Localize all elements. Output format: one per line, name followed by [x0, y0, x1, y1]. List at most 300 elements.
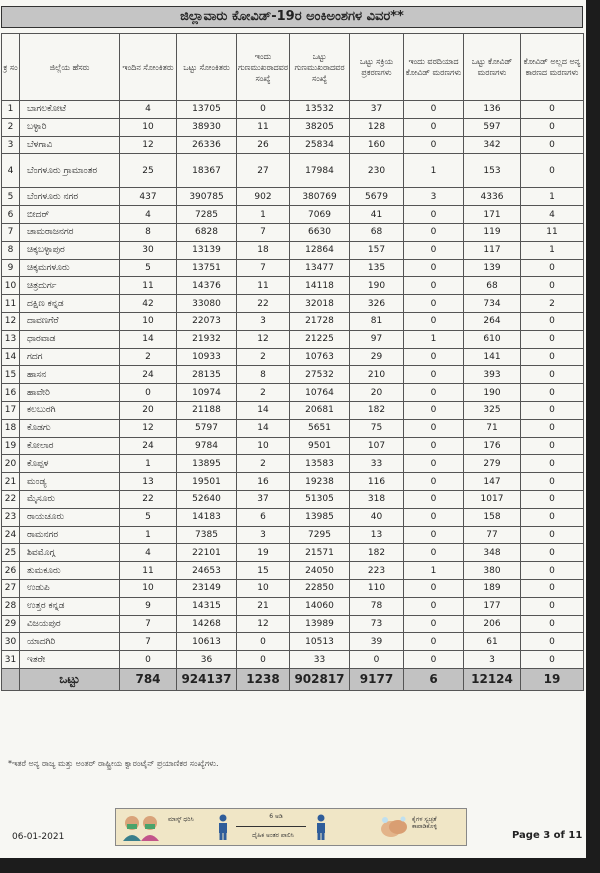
- total-deaths-cell: 119: [464, 223, 521, 241]
- today-deaths-cell: 0: [404, 101, 464, 119]
- table-row: [2, 473, 584, 491]
- today-cases-cell: 11: [120, 562, 177, 580]
- today-recovered-cell: 16: [237, 473, 290, 491]
- today-deaths-cell: 0: [404, 526, 464, 544]
- today-deaths-cell: 0: [404, 384, 464, 402]
- total-cases-cell: 52640: [177, 490, 237, 508]
- today-recovered-cell: 10: [237, 437, 290, 455]
- active-cases-cell: 157: [350, 241, 404, 259]
- active-cases-cell: 20: [350, 384, 404, 402]
- today-cases-cell: 24: [120, 437, 177, 455]
- total-cases-cell: 33080: [177, 295, 237, 313]
- non-covid-deaths-cell: 0: [521, 277, 584, 295]
- active-cases-cell: 128: [350, 118, 404, 136]
- table-row: [2, 330, 584, 348]
- total-cases-cell: 23149: [177, 579, 237, 597]
- active-cases-cell: 230: [350, 154, 404, 188]
- today-deaths-cell: 0: [404, 136, 464, 154]
- distance-arrow: [236, 826, 306, 827]
- table-row: [2, 562, 584, 580]
- total-cases-cell: 22101: [177, 544, 237, 562]
- active-cases-cell: 0: [350, 651, 404, 669]
- total-recovered-cell: 13989: [290, 615, 350, 633]
- table-row: [2, 526, 584, 544]
- district-name-cell: ಚಿಕ್ಕಬಳ್ಳಾಪುರ: [20, 241, 120, 259]
- table-row: [2, 597, 584, 615]
- non-covid-deaths-cell: 2: [521, 295, 584, 313]
- non-covid-deaths-cell: 0: [521, 401, 584, 419]
- today-deaths-cell: 0: [404, 118, 464, 136]
- serial-no-cell: 20: [2, 455, 20, 473]
- total-deaths-cell: 117: [464, 241, 521, 259]
- total-cases-cell: 36: [177, 651, 237, 669]
- non-covid-deaths-cell: 0: [521, 348, 584, 366]
- column-header: ಜಿಲ್ಲೆಯ ಹೆಸರು: [20, 34, 120, 101]
- total-recovered-cell: 7069: [290, 206, 350, 224]
- today-recovered-cell: 10: [237, 579, 290, 597]
- total-cases-cell: 18367: [177, 154, 237, 188]
- table-row: [2, 455, 584, 473]
- today-deaths-cell: 0: [404, 348, 464, 366]
- total-cases-cell: 26336: [177, 136, 237, 154]
- district-name-cell: ಉತ್ತರ ಕನ್ನಡ: [20, 597, 120, 615]
- covid-stats-table: [1, 33, 584, 691]
- active-cases-cell: 37: [350, 101, 404, 119]
- district-name-cell: ಕಲಬುರಗಿ: [20, 401, 120, 419]
- today-deaths-cell: 3: [404, 188, 464, 206]
- non-covid-deaths-cell: 0: [521, 312, 584, 330]
- non-covid-deaths-cell: 0: [521, 526, 584, 544]
- today-recovered-cell: 14: [237, 401, 290, 419]
- today-deaths-cell: 0: [404, 437, 464, 455]
- total-recovered-cell: 7295: [290, 526, 350, 544]
- today-cases-cell: 1: [120, 455, 177, 473]
- today-deaths-cell: 0: [404, 633, 464, 651]
- today-cases-cell: 0: [120, 384, 177, 402]
- total-cases-cell: 14376: [177, 277, 237, 295]
- active-cases-cell: 326: [350, 295, 404, 313]
- active-cases-cell: 318: [350, 490, 404, 508]
- district-name-cell: ಧಾರವಾಡ: [20, 330, 120, 348]
- non-covid-deaths-cell: 0: [521, 508, 584, 526]
- distance-value: 6 ಅಡಿ: [269, 813, 283, 820]
- serial-no-cell: 23: [2, 508, 20, 526]
- today-cases-cell: 0: [120, 651, 177, 669]
- district-name-cell: ಯಾದಗಿರಿ: [20, 633, 120, 651]
- table-row: [2, 118, 584, 136]
- column-header: ಒಟ್ಟು ಸಕ್ರಿಯ ಪ್ರಕರಣಗಳು: [350, 34, 404, 101]
- total-total-recovered-cell: 902817: [290, 668, 350, 690]
- total-deaths-cell: 1017: [464, 490, 521, 508]
- today-cases-cell: 20: [120, 401, 177, 419]
- total-cases-cell: 13751: [177, 259, 237, 277]
- scan-edge-right: [586, 0, 600, 873]
- district-name-cell: ಇತರೇ: [20, 651, 120, 669]
- today-cases-cell: 25: [120, 154, 177, 188]
- washing-hands-icon: [378, 814, 410, 840]
- serial-no-cell: 26: [2, 562, 20, 580]
- total-district-name-cell: ಒಟ್ಟು: [20, 668, 120, 690]
- table-row: [2, 384, 584, 402]
- scan-edge-bottom: [0, 858, 600, 873]
- today-deaths-cell: 0: [404, 401, 464, 419]
- today-cases-cell: 14: [120, 330, 177, 348]
- total-cases-cell: 13705: [177, 101, 237, 119]
- today-deaths-cell: 1: [404, 562, 464, 580]
- today-recovered-cell: 3: [237, 526, 290, 544]
- active-cases-cell: 160: [350, 136, 404, 154]
- total-total-deaths-cell: 12124: [464, 668, 521, 690]
- total-deaths-cell: 177: [464, 597, 521, 615]
- serial-no-cell: 6: [2, 206, 20, 224]
- active-cases-cell: 73: [350, 615, 404, 633]
- serial-no-cell: 13: [2, 330, 20, 348]
- district-name-cell: ಬೆಳಗಾವಿ: [20, 136, 120, 154]
- total-recovered-cell: 51305: [290, 490, 350, 508]
- today-deaths-cell: 0: [404, 223, 464, 241]
- active-cases-cell: 182: [350, 544, 404, 562]
- total-deaths-cell: 348: [464, 544, 521, 562]
- total-cases-cell: 7385: [177, 526, 237, 544]
- non-covid-deaths-cell: 0: [521, 330, 584, 348]
- total-deaths-cell: 171: [464, 206, 521, 224]
- serial-no-cell: 4: [2, 154, 20, 188]
- column-header: ಕೋವಿಡ್ ಅಲ್ಲದ ಅನ್ಯ ಕಾರಣದ ಮರಣಗಳು: [521, 34, 584, 101]
- standing-person-icon: [314, 814, 328, 840]
- total-deaths-cell: 393: [464, 366, 521, 384]
- table-row: [2, 154, 584, 188]
- non-covid-deaths-cell: 0: [521, 562, 584, 580]
- today-recovered-cell: 8: [237, 366, 290, 384]
- district-name-cell: ದಕ್ಷಿಣ ಕನ್ನಡ: [20, 295, 120, 313]
- total-recovered-cell: 12864: [290, 241, 350, 259]
- today-cases-cell: 10: [120, 118, 177, 136]
- today-recovered-cell: 11: [237, 277, 290, 295]
- today-cases-cell: 42: [120, 295, 177, 313]
- today-deaths-cell: 0: [404, 597, 464, 615]
- total-deaths-cell: 153: [464, 154, 521, 188]
- today-deaths-cell: 0: [404, 490, 464, 508]
- serial-no-cell: 3: [2, 136, 20, 154]
- total-recovered-cell: 10764: [290, 384, 350, 402]
- table-row: [2, 490, 584, 508]
- district-name-cell: ಕೊಡಗು: [20, 419, 120, 437]
- total-recovered-cell: 21728: [290, 312, 350, 330]
- district-name-cell: ಚಾಮರಾಜನಗರ: [20, 223, 120, 241]
- serial-no-cell: 5: [2, 188, 20, 206]
- today-recovered-cell: 14: [237, 419, 290, 437]
- today-deaths-cell: 0: [404, 615, 464, 633]
- total-serial-no-cell: [2, 668, 20, 690]
- table-row: [2, 312, 584, 330]
- serial-no-cell: 14: [2, 348, 20, 366]
- serial-no-cell: 18: [2, 419, 20, 437]
- total-today-cases-cell: 784: [120, 668, 177, 690]
- active-cases-cell: 13: [350, 526, 404, 544]
- header-row: [2, 34, 584, 101]
- active-cases-cell: 116: [350, 473, 404, 491]
- district-name-cell: ಚಿಕ್ಕಮಗಳೂರು: [20, 259, 120, 277]
- column-header: ಒಟ್ಟು ಗುಣಮುಖರಾದವರ ಸಂಖ್ಯೆ: [290, 34, 350, 101]
- active-cases-cell: 39: [350, 633, 404, 651]
- total-deaths-cell: 342: [464, 136, 521, 154]
- active-cases-cell: 41: [350, 206, 404, 224]
- today-deaths-cell: 0: [404, 312, 464, 330]
- total-cases-cell: 9784: [177, 437, 237, 455]
- document-date: 06-01-2021: [12, 832, 65, 842]
- today-recovered-cell: 19: [237, 544, 290, 562]
- total-recovered-cell: 9501: [290, 437, 350, 455]
- today-cases-cell: 9: [120, 597, 177, 615]
- total-non-covid-deaths-cell: 19: [521, 668, 584, 690]
- today-deaths-cell: 0: [404, 455, 464, 473]
- total-recovered-cell: 22850: [290, 579, 350, 597]
- total-total-cases-cell: 924137: [177, 668, 237, 690]
- non-covid-deaths-cell: 0: [521, 633, 584, 651]
- today-deaths-cell: 0: [404, 544, 464, 562]
- today-deaths-cell: 0: [404, 473, 464, 491]
- today-recovered-cell: 0: [237, 101, 290, 119]
- total-deaths-cell: 189: [464, 579, 521, 597]
- mask-text: ಮಾಸ್ಕ್ ಧರಿಸಿ: [168, 816, 194, 823]
- today-deaths-cell: 0: [404, 259, 464, 277]
- total-cases-cell: 21932: [177, 330, 237, 348]
- hands-text: ಕೈಗಳ ಸ್ವಚ್ಛತೆ ಕಾಪಾಡಿಕೊಳ್ಳಿ: [412, 816, 437, 830]
- safety-banner: [115, 808, 467, 846]
- serial-no-cell: 21: [2, 473, 20, 491]
- non-covid-deaths-cell: 0: [521, 490, 584, 508]
- table-row: [2, 508, 584, 526]
- non-covid-deaths-cell: 0: [521, 651, 584, 669]
- serial-no-cell: 16: [2, 384, 20, 402]
- total-recovered-cell: 38205: [290, 118, 350, 136]
- table-row: [2, 136, 584, 154]
- total-recovered-cell: 14118: [290, 277, 350, 295]
- total-recovered-cell: 32018: [290, 295, 350, 313]
- today-deaths-cell: 0: [404, 419, 464, 437]
- total-cases-cell: 10613: [177, 633, 237, 651]
- total-deaths-cell: 734: [464, 295, 521, 313]
- active-cases-cell: 97: [350, 330, 404, 348]
- total-recovered-cell: 6630: [290, 223, 350, 241]
- today-cases-cell: 1: [120, 526, 177, 544]
- total-cases-cell: 19501: [177, 473, 237, 491]
- today-deaths-cell: 0: [404, 295, 464, 313]
- today-deaths-cell: 0: [404, 241, 464, 259]
- total-deaths-cell: 77: [464, 526, 521, 544]
- serial-no-cell: 2: [2, 118, 20, 136]
- total-recovered-cell: 5651: [290, 419, 350, 437]
- table-body: [2, 101, 584, 669]
- district-name-cell: ಬೆಂಗಳೂರು ಗ್ರಾಮಾಂತರ: [20, 154, 120, 188]
- active-cases-cell: 190: [350, 277, 404, 295]
- active-cases-cell: 40: [350, 508, 404, 526]
- total-deaths-cell: 3: [464, 651, 521, 669]
- district-name-cell: ರಾಮನಗರ: [20, 526, 120, 544]
- today-recovered-cell: 15: [237, 562, 290, 580]
- district-name-cell: ತುಮಕೂರು: [20, 562, 120, 580]
- active-cases-cell: 210: [350, 366, 404, 384]
- table-row: [2, 241, 584, 259]
- today-deaths-cell: 1: [404, 330, 464, 348]
- total-deaths-cell: 597: [464, 118, 521, 136]
- total-recovered-cell: 21571: [290, 544, 350, 562]
- total-cases-cell: 28135: [177, 366, 237, 384]
- total-cases-cell: 13895: [177, 455, 237, 473]
- total-cases-cell: 6828: [177, 223, 237, 241]
- total-recovered-cell: 13985: [290, 508, 350, 526]
- active-cases-cell: 223: [350, 562, 404, 580]
- district-name-cell: ಮಂಡ್ಯ: [20, 473, 120, 491]
- total-deaths-cell: 147: [464, 473, 521, 491]
- column-header: ಇಂದು ಗುಣಮುಖರಾದವರ ಸಂಖ್ಯೆ: [237, 34, 290, 101]
- district-name-cell: ಶಿವಮೊಗ್ಗ: [20, 544, 120, 562]
- today-cases-cell: 4: [120, 101, 177, 119]
- total-recovered-cell: 33: [290, 651, 350, 669]
- today-recovered-cell: 2: [237, 348, 290, 366]
- table-row: [2, 101, 584, 119]
- distance-text: ದೈಹಿಕ ಅಂತರ ಪಾಲಿಸಿ: [252, 832, 294, 839]
- table-row: [2, 366, 584, 384]
- serial-no-cell: 15: [2, 366, 20, 384]
- total-cases-cell: 24653: [177, 562, 237, 580]
- total-cases-cell: 14183: [177, 508, 237, 526]
- today-deaths-cell: 0: [404, 579, 464, 597]
- district-name-cell: ರಾಯಚೂರು: [20, 508, 120, 526]
- district-name-cell: ಬಳ್ಳಾರಿ: [20, 118, 120, 136]
- today-recovered-cell: 0: [237, 651, 290, 669]
- footnote: *ಇತರೆ ಅನ್ಯ ರಾಜ್ಯ ಮತ್ತು ಅಂತರ್ ರಾಷ್ಟ್ರೀಯ ಕ್ವಾರಂಟೈನ್ ಪ್ರಯಾಣಿಕರ ಸಂಖ್ಯೆಗಳು.: [8, 759, 219, 768]
- column-header: ಕ್ರ ಸಂ: [2, 34, 20, 101]
- today-cases-cell: 7: [120, 615, 177, 633]
- today-deaths-cell: 0: [404, 508, 464, 526]
- serial-no-cell: 1: [2, 101, 20, 119]
- today-cases-cell: 12: [120, 419, 177, 437]
- total-recovered-cell: 24050: [290, 562, 350, 580]
- total-recovered-cell: 10763: [290, 348, 350, 366]
- table-row: [2, 615, 584, 633]
- total-cases-cell: 5797: [177, 419, 237, 437]
- today-cases-cell: 13: [120, 473, 177, 491]
- total-deaths-cell: 325: [464, 401, 521, 419]
- total-today-deaths-cell: 6: [404, 668, 464, 690]
- column-header: ಇಂದಿನ ಸೋಂಕಿತರು: [120, 34, 177, 101]
- serial-no-cell: 10: [2, 277, 20, 295]
- today-recovered-cell: 2: [237, 455, 290, 473]
- non-covid-deaths-cell: 1: [521, 188, 584, 206]
- district-name-cell: ಬಾಗಲಕೋಟೆ: [20, 101, 120, 119]
- total-cases-cell: 14315: [177, 597, 237, 615]
- total-deaths-cell: 264: [464, 312, 521, 330]
- non-covid-deaths-cell: 0: [521, 366, 584, 384]
- district-name-cell: ದಾವಣಗೆರೆ: [20, 312, 120, 330]
- serial-no-cell: 19: [2, 437, 20, 455]
- district-name-cell: ಹಾವೇರಿ: [20, 384, 120, 402]
- today-recovered-cell: 7: [237, 223, 290, 241]
- total-deaths-cell: 61: [464, 633, 521, 651]
- total-recovered-cell: 13583: [290, 455, 350, 473]
- today-cases-cell: 437: [120, 188, 177, 206]
- today-cases-cell: 5: [120, 508, 177, 526]
- district-name-cell: ಬೆಂಗಳೂರು ನಗರ: [20, 188, 120, 206]
- masked-people-icon: [120, 813, 162, 841]
- total-deaths-cell: 4336: [464, 188, 521, 206]
- active-cases-cell: 81: [350, 312, 404, 330]
- table-row: [2, 651, 584, 669]
- district-name-cell: ಕೊಪ್ಪಳ: [20, 455, 120, 473]
- table-row: [2, 579, 584, 597]
- serial-no-cell: 12: [2, 312, 20, 330]
- table-row: [2, 437, 584, 455]
- active-cases-cell: 5679: [350, 188, 404, 206]
- today-recovered-cell: 12: [237, 330, 290, 348]
- non-covid-deaths-cell: 0: [521, 473, 584, 491]
- total-deaths-cell: 190: [464, 384, 521, 402]
- page-title: ಜಿಲ್ಲಾವಾರು ಕೋವಿಡ್-19ರ ಅಂಕಿಅಂಶಗಳ ವಿವರ**: [1, 6, 583, 28]
- today-recovered-cell: 18: [237, 241, 290, 259]
- total-cases-cell: 7285: [177, 206, 237, 224]
- serial-no-cell: 25: [2, 544, 20, 562]
- non-covid-deaths-cell: 0: [521, 544, 584, 562]
- district-name-cell: ಮೈಸೂರು: [20, 490, 120, 508]
- total-deaths-cell: 610: [464, 330, 521, 348]
- today-cases-cell: 10: [120, 312, 177, 330]
- non-covid-deaths-cell: 0: [521, 136, 584, 154]
- total-cases-cell: 13139: [177, 241, 237, 259]
- serial-no-cell: 17: [2, 401, 20, 419]
- total-recovered-cell: 10513: [290, 633, 350, 651]
- total-cases-cell: 10933: [177, 348, 237, 366]
- non-covid-deaths-cell: 0: [521, 455, 584, 473]
- non-covid-deaths-cell: 1: [521, 241, 584, 259]
- district-name-cell: ಗದಗ: [20, 348, 120, 366]
- district-name-cell: ಕೋಲಾರ: [20, 437, 120, 455]
- today-cases-cell: 5: [120, 259, 177, 277]
- total-recovered-cell: 21225: [290, 330, 350, 348]
- serial-no-cell: 28: [2, 597, 20, 615]
- today-cases-cell: 8: [120, 223, 177, 241]
- total-deaths-cell: 176: [464, 437, 521, 455]
- table-row: [2, 277, 584, 295]
- total-deaths-cell: 279: [464, 455, 521, 473]
- table-row: [2, 419, 584, 437]
- total-deaths-cell: 380: [464, 562, 521, 580]
- today-cases-cell: 12: [120, 136, 177, 154]
- serial-no-cell: 8: [2, 241, 20, 259]
- column-header: ಒಟ್ಟು ಸೋಂಕಿತರು: [177, 34, 237, 101]
- total-cases-cell: 22073: [177, 312, 237, 330]
- today-recovered-cell: 37: [237, 490, 290, 508]
- non-covid-deaths-cell: 0: [521, 615, 584, 633]
- table-row: [2, 295, 584, 313]
- active-cases-cell: 135: [350, 259, 404, 277]
- total-recovered-cell: 17984: [290, 154, 350, 188]
- active-cases-cell: 75: [350, 419, 404, 437]
- total-recovered-cell: 380769: [290, 188, 350, 206]
- total-recovered-cell: 19238: [290, 473, 350, 491]
- district-name-cell: ಬೀದರ್: [20, 206, 120, 224]
- today-recovered-cell: 26: [237, 136, 290, 154]
- total-active-cases-cell: 9177: [350, 668, 404, 690]
- today-recovered-cell: 21: [237, 597, 290, 615]
- active-cases-cell: 33: [350, 455, 404, 473]
- today-recovered-cell: 11: [237, 118, 290, 136]
- today-cases-cell: 4: [120, 544, 177, 562]
- today-deaths-cell: 0: [404, 206, 464, 224]
- active-cases-cell: 182: [350, 401, 404, 419]
- today-cases-cell: 4: [120, 206, 177, 224]
- today-recovered-cell: 12: [237, 615, 290, 633]
